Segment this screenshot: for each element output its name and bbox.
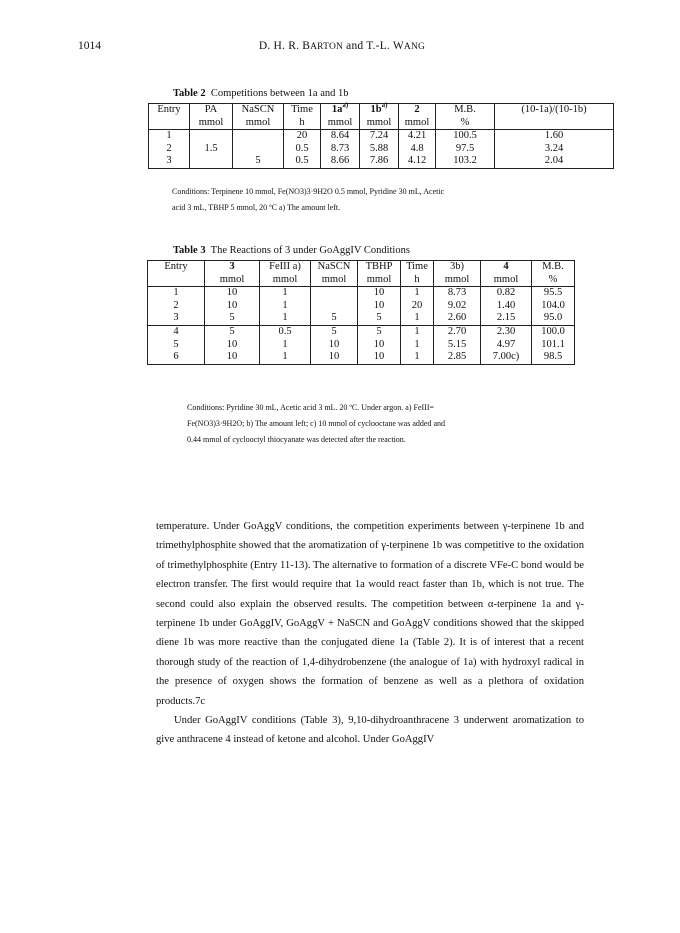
table-cell: 1	[260, 312, 311, 325]
header-cell: FeIII a)	[260, 261, 311, 274]
table-cell: 8.73	[434, 287, 481, 300]
table-cell: 2.04	[495, 155, 614, 168]
table-cell: 10	[358, 287, 401, 300]
header-cell: mmol	[399, 117, 436, 130]
table-cell	[190, 155, 233, 168]
table-cell: 0.5	[284, 143, 321, 156]
header-cell: Entry	[148, 261, 205, 274]
table-cell: 5.15	[434, 339, 481, 352]
table-cell: 10	[358, 339, 401, 352]
table-header-row	[149, 104, 614, 117]
table-cell: 20	[284, 130, 321, 143]
table-row	[148, 351, 575, 364]
table-header-row	[148, 274, 575, 287]
header-cell: NaSCN	[233, 104, 284, 117]
table-row	[148, 312, 575, 325]
table-cell: 97.5	[436, 143, 495, 156]
header-cell: Time	[284, 104, 321, 117]
header-cell: $1b^{a)}$	[360, 104, 399, 117]
paragraph: Under GoAggIV conditions (Table 3), 9,10-dihydroanthracene 3 underwent aromatization to give anthracene 4 instead of ketone and alcohol. Under GoAggIV	[156, 715, 584, 746]
table2	[148, 100, 614, 169]
table-cell: 5	[205, 325, 260, 338]
table-cell: 10	[205, 351, 260, 364]
table-cell: 1.5	[190, 143, 233, 156]
table-cell: 7.00c)	[481, 351, 532, 364]
table-row	[148, 339, 575, 352]
table-cell: 95.0	[532, 312, 575, 325]
table-cell: 1	[401, 351, 434, 364]
table-cell: 1	[401, 325, 434, 338]
table-cell: 3	[148, 312, 205, 325]
table-cell: 5	[311, 312, 358, 325]
table-cell: 5	[311, 325, 358, 338]
table-cell: 0.82	[481, 287, 532, 300]
running-title: D. H. R. BARTON and T.-L. WANG	[258, 40, 426, 52]
table-cell: 10	[311, 339, 358, 352]
table-cell: 1	[149, 130, 190, 143]
table-cell: 2.30	[481, 325, 532, 338]
header-cell	[149, 117, 190, 130]
table-cell: 1.40	[481, 300, 532, 313]
table-cell: 9.02	[434, 300, 481, 313]
header-cell: Entry	[149, 104, 190, 117]
header-cell: mmol	[481, 274, 532, 287]
table-cell: 104.0	[532, 300, 575, 313]
table-row	[149, 130, 614, 143]
table-cell: 10	[358, 300, 401, 313]
table-cell: 2.60	[434, 312, 481, 325]
header-cell	[495, 117, 614, 130]
header-cell: NaSCN	[311, 261, 358, 274]
table-cell: 98.5	[532, 351, 575, 364]
header-cell: TBHP	[358, 261, 401, 274]
header-cell: mmol	[190, 117, 233, 130]
table3	[147, 260, 575, 365]
table-cell: 5	[148, 339, 205, 352]
header-cell: mmol	[321, 117, 360, 130]
header-cell: mmol	[233, 117, 284, 130]
table-cell: 2.70	[434, 325, 481, 338]
header-cell: $1a^{a)}$	[321, 104, 360, 117]
table-cell: 5	[358, 312, 401, 325]
table-header-row	[148, 261, 575, 274]
table-cell: 100.0	[532, 325, 575, 338]
table3-caption: Table 3 The Reactions of 3 under GoAggIV Conditions	[173, 245, 410, 256]
table-cell: 8.73	[321, 143, 360, 156]
table-cell: 4.12	[399, 155, 436, 168]
table-cell: 7.86	[360, 155, 399, 168]
table-cell: 5	[233, 155, 284, 168]
table-cell	[311, 287, 358, 300]
footnote-marker: a)	[342, 100, 349, 109]
table-cell: 1	[260, 351, 311, 364]
table-cell: 8.64	[321, 130, 360, 143]
header-cell: %	[436, 117, 495, 130]
table-cell	[190, 130, 233, 143]
header-cell: 3b)	[434, 261, 481, 274]
running-head	[78, 40, 606, 56]
body-text	[156, 517, 584, 750]
table-cell: 95.5	[532, 287, 575, 300]
header-cell: 4	[481, 261, 532, 274]
table-cell: 4.21	[399, 130, 436, 143]
table-cell: 1.60	[495, 130, 614, 143]
table-cell: 1	[260, 287, 311, 300]
header-cell: 2	[399, 104, 436, 117]
paragraph: temperature. Under GoAggV conditions, the competition experiments between γ-terpinene 1b and trimethylphosphite showed that the aromatization of γ-terpinene 1b was competitive to the oxidation of trimethylphosphite (Entry 11-13). The alternative to formation of a discrete VFe-C bond would be electron transfer. The first would require that 1a would react faster than 1b, which is not true. The second could also explain the observed results. The competition between α-terpinene 1a and γ-terpinene 1b under GoAggIV, GoAggV + NaSCN and GoAggV conditions showed that the skipped diene 1b was more reactive than the conjugated diene 1a (Table 2). It is of interest that a recent thorough study of the reaction of 1,4-dihydrobenzene (the analogue of 1a) with hydroxyl radical in the presence of oxygen shows the formation of benzene as well as a plethora of oxidation products.7c	[156, 521, 584, 707]
table-cell: 10	[358, 351, 401, 364]
table-cell: 6	[148, 351, 205, 364]
table-cell: 3.24	[495, 143, 614, 156]
table-row	[148, 300, 575, 313]
header-cell: mmol	[205, 274, 260, 287]
table-row	[149, 143, 614, 156]
table-cell: 5	[205, 312, 260, 325]
header-cell: M.B.	[532, 261, 575, 274]
table-cell: 4.8	[399, 143, 436, 156]
header-cell: PA	[190, 104, 233, 117]
table-cell: 7.24	[360, 130, 399, 143]
table-cell	[311, 300, 358, 313]
table-cell: 10	[311, 351, 358, 364]
table-cell: 2	[149, 143, 190, 156]
table-cell: 0.5	[284, 155, 321, 168]
table-row	[148, 287, 575, 300]
table3-conditions: Conditions: Pyridine 30 mL, Acetic acid 3 mL. 20 ºC. Under argon. a) FeIII= Fe(NO3)3·9H2O; b) The amount left; c) 10 mmol of cyclooctane was added and 0.44 mmol of cyclooctyl thiocyanate was detected after the reaction.	[187, 403, 445, 444]
table-cell: 101.1	[532, 339, 575, 352]
table-cell: 10	[205, 339, 260, 352]
table-cell: 1	[401, 287, 434, 300]
table-cell: 5	[358, 325, 401, 338]
table-cell: 103.2	[436, 155, 495, 168]
table-cell: 100.5	[436, 130, 495, 143]
header-cell: 3	[205, 261, 260, 274]
table-cell: 4.97	[481, 339, 532, 352]
header-cell	[148, 274, 205, 287]
table-cell: 1	[401, 312, 434, 325]
table-header-row	[149, 117, 614, 130]
header-cell: mmol	[358, 274, 401, 287]
page-number: 1014	[78, 40, 101, 52]
footnote-marker: a)	[381, 100, 388, 109]
table-cell: 3	[149, 155, 190, 168]
table-cell: 4	[148, 325, 205, 338]
table-row	[149, 155, 614, 168]
header-cell: h	[284, 117, 321, 130]
table-cell: 5.88	[360, 143, 399, 156]
header-cell: mmol	[260, 274, 311, 287]
header-cell: mmol	[360, 117, 399, 130]
header-cell: %	[532, 274, 575, 287]
header-cell: h	[401, 274, 434, 287]
table-cell	[233, 130, 284, 143]
table-cell: 1	[260, 300, 311, 313]
header-cell: M.B.	[436, 104, 495, 117]
table-cell: 2.15	[481, 312, 532, 325]
table-cell: 1	[401, 339, 434, 352]
table-cell: 20	[401, 300, 434, 313]
table-row	[148, 325, 575, 338]
table-cell: 2	[148, 300, 205, 313]
table-cell: 10	[205, 300, 260, 313]
header-cell: mmol	[434, 274, 481, 287]
table-cell: 1	[260, 339, 311, 352]
header-cell: (10-1a)/(10-1b)	[495, 104, 614, 117]
table2-conditions: Conditions: Terpinene 10 mmol, Fe(NO3)3·9H2O 0.5 mmol, Pyridine 30 mL, Acetic acid 3 mL, TBHP 5 mmol, 20 ºC a) The amount left.	[172, 187, 445, 212]
table-cell: 1	[148, 287, 205, 300]
table-cell: 0.5	[260, 325, 311, 338]
table2-caption: Table 2 Competitions between 1a and 1b	[173, 88, 349, 99]
table-cell: 8.66	[321, 155, 360, 168]
table-cell: 2.85	[434, 351, 481, 364]
table-cell: 10	[205, 287, 260, 300]
table-cell	[233, 143, 284, 156]
header-cell: mmol	[311, 274, 358, 287]
header-cell: Time	[401, 261, 434, 274]
